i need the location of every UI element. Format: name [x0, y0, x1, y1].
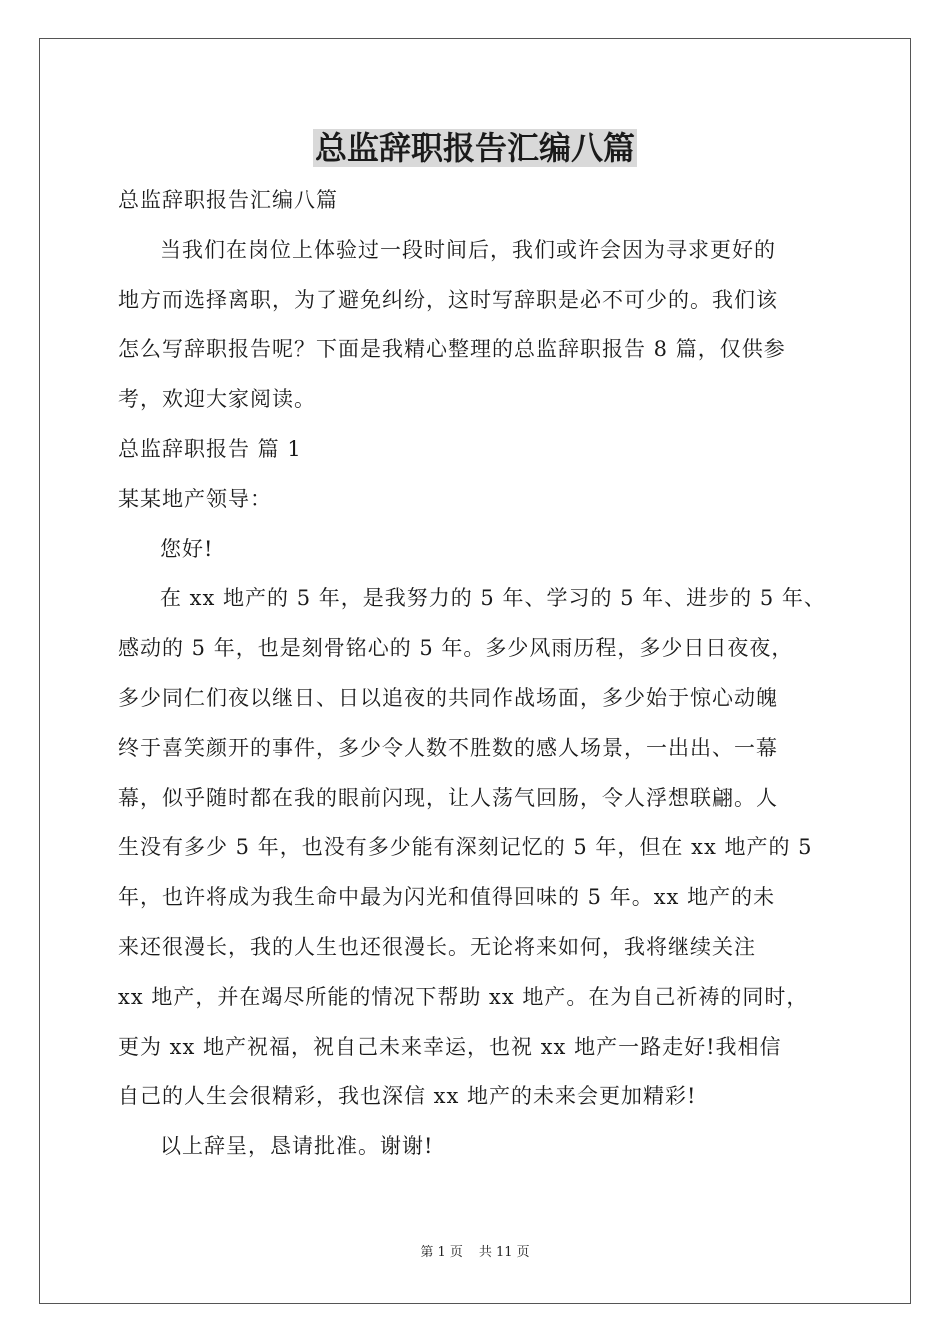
- text-line: 年，也许将成为我生命中最为闪光和值得回味的 5 年。xx 地产的未: [118, 885, 776, 910]
- text-line: 考，欢迎大家阅读。: [118, 387, 316, 412]
- text-line: 自己的人生会很精彩，我也深信 xx 地产的未来会更加精彩!: [118, 1084, 697, 1109]
- text-line: xx 地产，并在竭尽所能的情况下帮助 xx 地产。在为自己祈祷的同时，: [118, 984, 809, 1009]
- text-line: 终于喜笑颜开的事件，多少令人数不胜数的感人场景，一出出、一幕: [118, 735, 778, 760]
- text-line: 来还很漫长，我的人生也还很漫长。无论将来如何，我将继续关注: [118, 934, 756, 959]
- page-total: 共 11 页: [478, 1245, 530, 1260]
- document-title: [0, 122, 950, 174]
- text-line: 生没有多少 5 年，也没有多少能有深刻记忆的 5 年，但在 xx 地产的 5: [118, 835, 813, 860]
- document-title-text: 总监辞职报告汇编八篇: [314, 129, 635, 167]
- text-line: 总监辞职报告 篇 1: [118, 436, 302, 461]
- text-line: 以上辞呈，恳请批准。谢谢!: [160, 1134, 434, 1159]
- text-line: 多少同仁们夜以继日、日以追夜的共同作战场面，多少始于惊心动魄: [118, 685, 778, 710]
- text-line: 当我们在岗位上体验过一段时间后，我们或许会因为寻求更好的: [160, 237, 776, 262]
- text-line: 地方而选择离职，为了避免纠纷，这时写辞职是必不可少的。我们该: [118, 287, 778, 312]
- text-line: 总监辞职报告汇编八篇: [118, 188, 338, 212]
- text-line: 某某地产领导：: [118, 486, 272, 511]
- text-line: 怎么写辞职报告呢？下面是我精心整理的总监辞职报告 8 篇，仅供参: [118, 337, 786, 362]
- page-footer: [0, 1243, 950, 1263]
- text-line: 幕，似乎随时都在我的眼前闪现，让人荡气回肠，令人浮想联翩。人: [118, 785, 778, 810]
- text-line: 感动的 5 年，也是刻骨铭心的 5 年。多少风雨历程，多少日日夜夜，: [118, 636, 794, 661]
- page-number: 第 1 页: [420, 1245, 463, 1260]
- text-line: 您好!: [160, 536, 214, 561]
- document-body: [118, 176, 838, 1172]
- text-line: 在 xx 地产的 5 年，是我努力的 5 年、学习的 5 年、进步的 5 年、: [160, 586, 826, 611]
- text-line: 更为 xx 地产祝福，祝自己未来幸运，也祝 xx 地产一路走好!我相信: [118, 1034, 782, 1059]
